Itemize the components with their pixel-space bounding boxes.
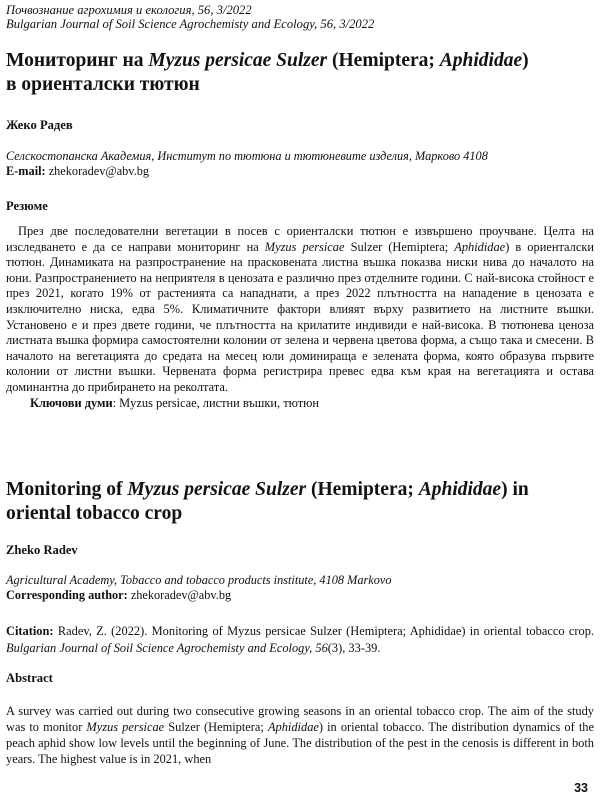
en-author: Zheko Radev [6,543,78,557]
en-affiliation: Agricultural Academy, Tobacco and tobacco products institute, 4108 Markovo Corresponding author: zhekoradev@abv.bg [6,573,392,602]
bg-keywords-label: Ключови думи [30,395,113,410]
page-number: 33 [574,781,588,795]
journal-header-en: Bulgarian Journal of Soil Science Agrochemisty and Ecology, 56, 3/2022 [6,17,375,31]
bg-abstract: През две последователни вегетации в посев с ориенталски тютюн е извършено проучване. Целта на изследването е да се направи мониторинг на Myzus persicae Sulzer (Hemiptera; Aphididae) в ориенталски тютюн. Динамиката на разпространение на прасковената листна въшка показва ниски нива до началото на юни. Разпространението на неприятеля в ценозата е различно през отделните години. С най-висока стойност е през 2021, когато 19% от растенията са нападнати, а през 2022 плътността на нападение в ценозата е изключително ниска, едва 5%. Климатичните фактори влияят върху развитието на листните въшки. Установено е и през двете години, че плътността на крилатите индивиди е най-висока. В тютюнева ценоза листната въшка формира самостоятелни колонии от зелена и червена цветова форма, а също така и смесени. В началото на вегетацията до средата на месец юли доминираща е зелената форма, която образува първите колонии от листни въшки. Червената форма регистрира превес едва към края на вегетацията и остава доминантна до прибирането на реколтата. Ключови думи: Myzus persicae, листни въшки, тютюн [6,224,594,410]
en-title: Monitoring of Myzus persicae Sulzer (Hemiptera; Aphididae) in oriental tobacco crop [6,479,529,524]
bg-email: zhekoradev@abv.bg [48,164,150,178]
en-abstract: A survey was carried out during two consecutive growing seasons in an oriental tobacco crop. The aim of the study was to monitor Myzus persicae Sulzer (Hemiptera; Aphididae) in oriental tobacco. The distribution dynamics of the peach aphid show low levels until the beginning of June. The distribution of the pest in the cenosis is different in both years. The highest value is in 2021, when [6,704,594,766]
journal-header [6,3,594,31]
bg-affiliation: Селскостопанска Академия, Институт по тютюна и тютюневите изделия, Марково 4108 E-mail: zhekoradev@abv.bg [6,149,488,178]
bg-title: Мониторинг на Myzus persicae Sulzer (Hemiptera; Aphididae) в ориенталски тютюн [6,50,529,95]
en-abstract-heading: Abstract [6,671,53,685]
citation: Citation: Radev, Z. (2022). Monitoring of Myzus persicae Sulzer (Hemiptera; Aphididae) in oriental tobacco crop. Bulgarian Journal of Soil Science Agrochemisty and Ecology, 56(3), 33-39. [6,624,594,655]
bg-author: Жеко Радев [6,118,73,132]
journal-header-bg: Почвознание агрохимия и екология, 56, 3/2022 [6,3,252,17]
bg-keywords: : Myzus persicae, листни въшки, тютюн [112,395,320,410]
en-email: zhekoradev@abv.bg [130,588,232,602]
bg-abstract-heading: Резюме [6,199,48,213]
